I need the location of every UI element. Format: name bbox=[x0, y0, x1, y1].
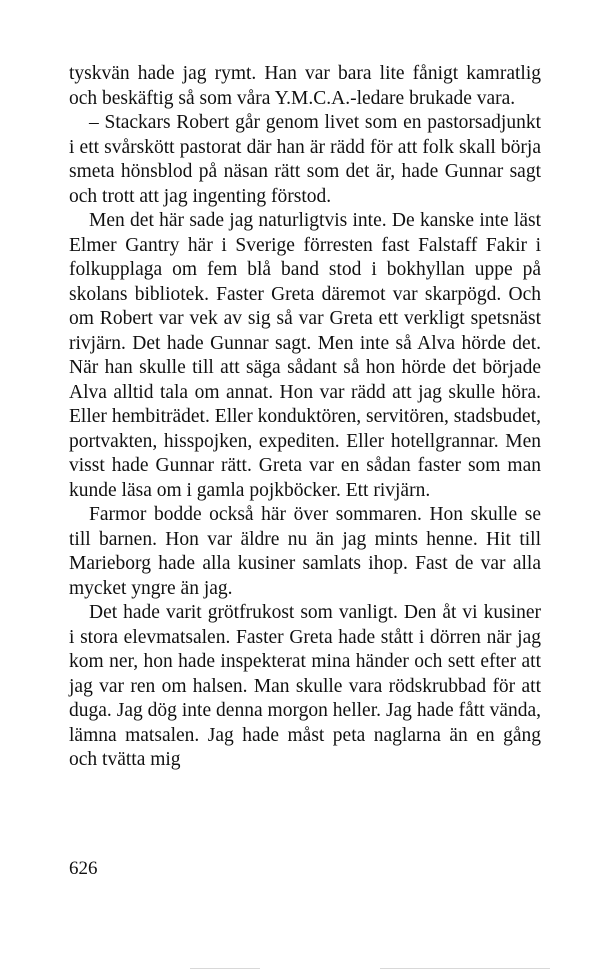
paragraph: tyskvän hade jag rymt. Han var bara lite fånigt kamratlig och beskäftig så som våra Y.M.C.A.-ledare brukade vara. bbox=[69, 63, 541, 109]
page-body bbox=[69, 62, 541, 773]
scan-edge-line bbox=[190, 968, 260, 969]
paragraph: Men det här sade jag naturligtvis inte. De kanske inte läst Elmer Gantry här i Sverige förresten fast Falstaff Fakir i folkupplaga om fem blå band stod i bokhyllan uppe på skolans bibliotek. Faster Greta däremot var skarpögd. Och om Robert var vek av sig så var Greta ett verkligt spetsnäst rivjärn. Det hade Gunnar sagt. Men inte så Alva hörde det. När han skulle till att säga sådant så hon hörde det började Alva alltid tala om annat. Hon var rädd att jag skulle höra. Eller hembiträdet. Eller konduktören, servitören, stadsbudet, portvakten, hisspojken, expediten. Eller hotellgrannar. Men visst hade Gunnar rätt. Greta var en sådan faster som man kunde läsa om i gamla pojkböcker. Ett rivjärn. bbox=[69, 210, 541, 501]
page-number: 626 bbox=[69, 858, 98, 879]
paragraph: Farmor bodde också här över sommaren. Hon skulle se till barnen. Hon var äldre nu än jag mints henne. Hit till Marieborg hade alla kusiner samlats ihop. Fast de var alla mycket yngre än jag. bbox=[69, 504, 541, 599]
paragraph: Det hade varit grötfrukost som vanligt. Den åt vi kusiner i stora elevmatsalen. Faster Greta hade stått i dörren när jag kom ner, hon hade inspekterat mina händer och sett efter att jag var ren om halsen. Man skulle vara rödskrubbad för att duga. Jag dög inte denna morgon heller. Jag hade fått vända, lämna matsalen. Jag hade måst peta naglarna än en gång och tvätta mig bbox=[69, 602, 541, 770]
paragraph: – Stackars Robert går genom livet som en pastorsadjunkt i ett svårskött pastorat där han är rädd för att folk skall börja smeta hönsblod på näsan rätt som det är, hade Gunnar sagt och trott att jag ingenting förstod. bbox=[69, 112, 541, 207]
scan-edge-line bbox=[380, 968, 550, 969]
